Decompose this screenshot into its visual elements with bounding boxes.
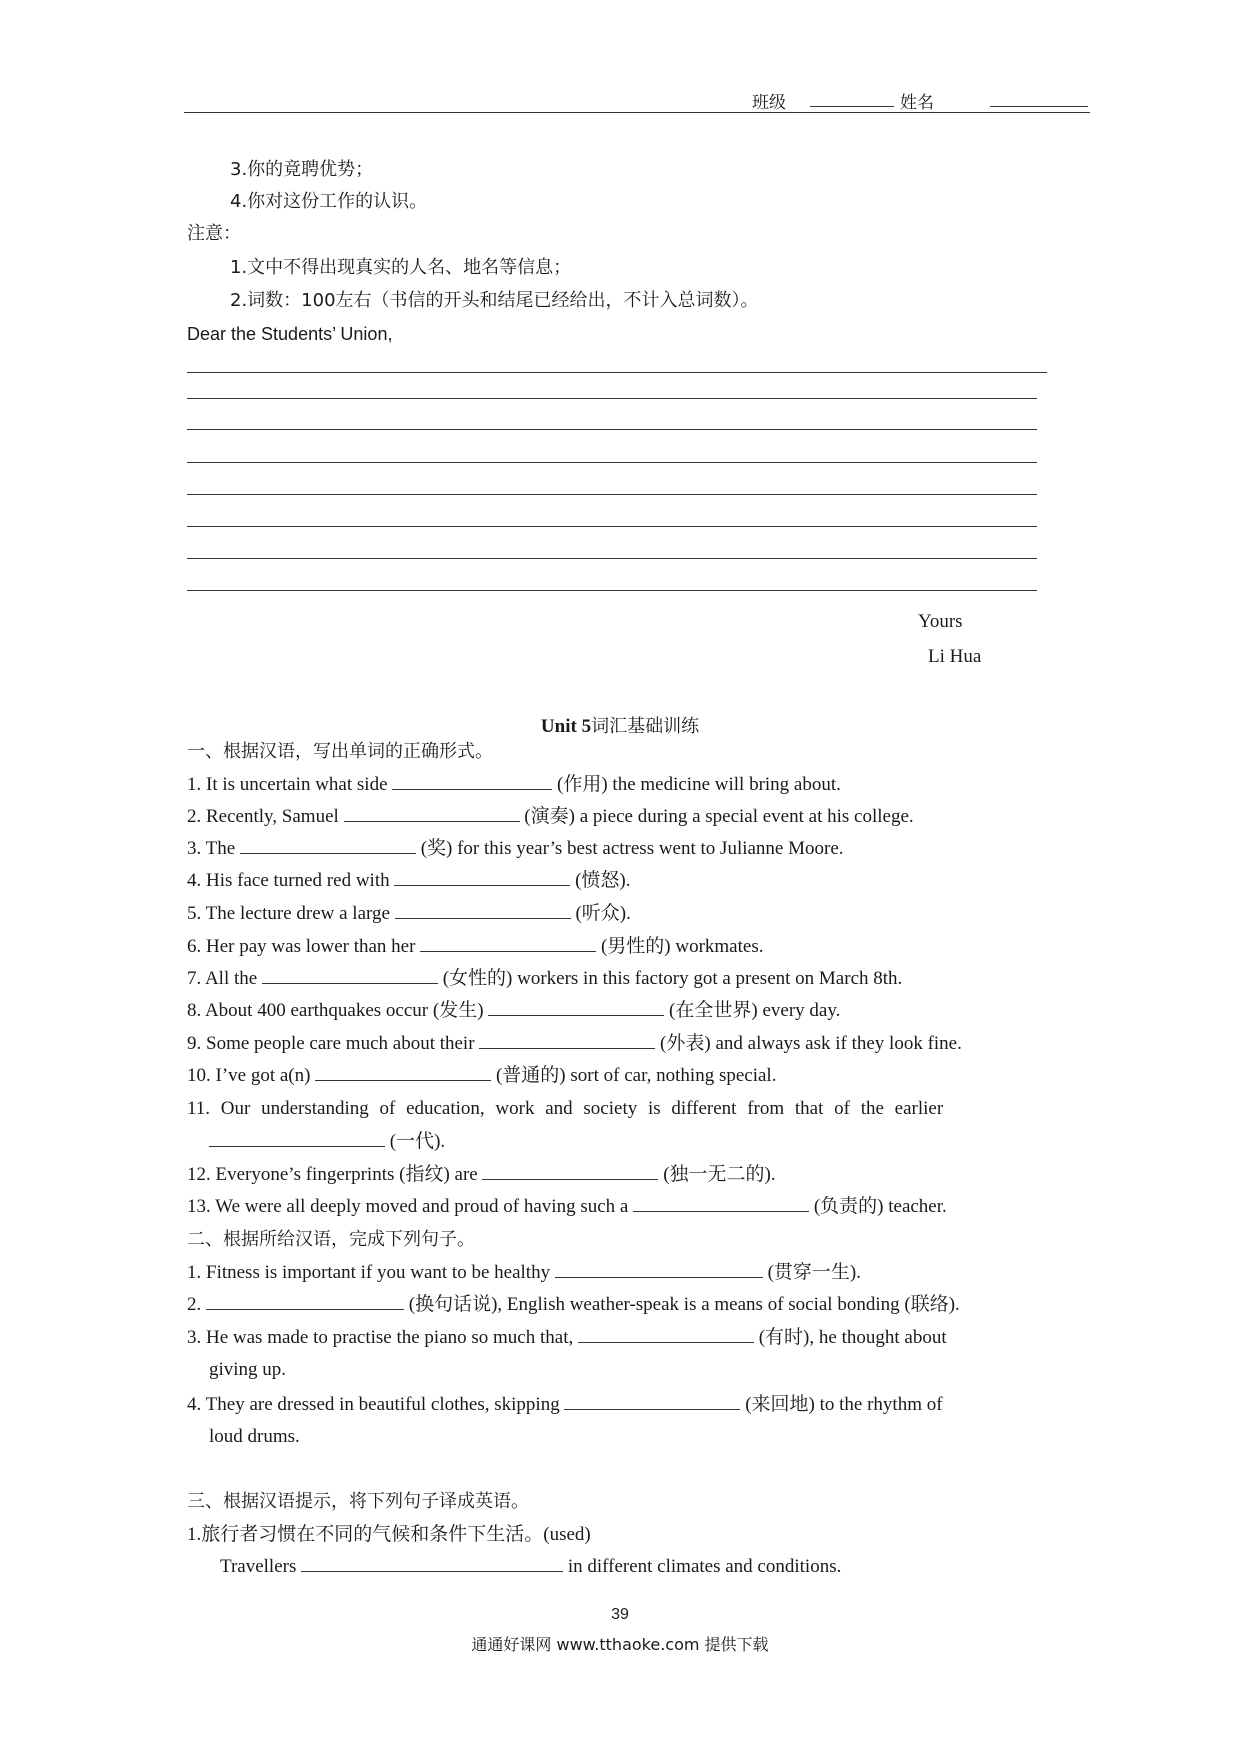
notice-label: 注意： [187, 223, 241, 244]
section2-item-2: 2. (换句话说), English weather-speak is a means of social bonding (联络). [187, 1294, 960, 1315]
letter-closing: Yours [918, 611, 963, 632]
answer-blank[interactable] [482, 1179, 658, 1180]
writing-line [187, 494, 1037, 495]
writing-line [187, 372, 1047, 373]
section1-item-3: 3. The (奖) for this year’s best actress went to Julianne Moore. [187, 838, 844, 859]
section1-heading: 一、根据汉语，写出单词的正确形式。 [187, 741, 493, 762]
section1-item-6: 6. Her pay was lower than her (男性的) workmates. [187, 936, 764, 957]
section2-item-4-cont: loud drums. [209, 1426, 300, 1447]
answer-blank[interactable] [301, 1571, 563, 1572]
section1-item-9: 9. Some people care much about their (外表) and always ask if they look fine. [187, 1033, 962, 1054]
answer-blank[interactable] [262, 983, 438, 984]
name-blank [990, 106, 1088, 107]
letter-salutation: Dear the Students’ Union, [187, 324, 393, 344]
section2-item-3: 3. He was made to practise the piano so much that, (有时), he thought about [187, 1327, 947, 1348]
answer-blank[interactable] [633, 1211, 809, 1212]
note-1: 1.文中不得出现真实的人名、地名等信息； [230, 257, 572, 278]
section1-item-11-cont: (一代). [209, 1130, 445, 1154]
section3-item-1-prompt: 1.旅行者习惯在不同的气候和条件下生活。(used) [187, 1524, 591, 1545]
letter-signature: Li Hua [928, 646, 982, 667]
section1-item-5: 5. The lecture drew a large (听众). [187, 903, 631, 924]
footer-source: 通通好课网 www.tthaoke.com 提供下载 [471, 1635, 769, 1654]
section2-heading: 二、根据所给汉语，完成下列句子。 [187, 1229, 475, 1250]
section1-item-4: 4. His face turned red with (愤怒). [187, 870, 631, 891]
name-label: 姓名 [900, 93, 934, 113]
section1-item-1: 1. It is uncertain what side (作用) the medicine will bring about. [187, 774, 841, 795]
vocab-title-rest: 词汇基础训练 [591, 716, 700, 737]
section1-item-8: 8. About 400 earthquakes occur (发生) (在全世界) every day. [187, 1000, 841, 1021]
page-number: 39 [611, 1606, 629, 1623]
section3-heading: 三、根据汉语提示，将下列句子译成英语。 [187, 1491, 529, 1512]
answer-blank[interactable] [578, 1342, 754, 1343]
answer-blank[interactable] [394, 885, 570, 886]
answer-blank[interactable] [564, 1409, 740, 1410]
section2-item-4: 4. They are dressed in beautiful clothes, skipping (来回地) to the rhythm of [187, 1394, 943, 1415]
answer-blank[interactable] [395, 918, 571, 919]
writing-line [187, 558, 1037, 559]
section1-item-11: 11. Our understanding of education, work and society is different from that of the earlier [187, 1098, 944, 1119]
writing-line [187, 398, 1037, 399]
vocab-title-unit: Unit 5 [540, 716, 592, 737]
section1-item-7: 7. All the (女性的) workers in this factory got a present on March 8th. [187, 968, 903, 989]
writing-line [187, 526, 1037, 527]
answer-blank[interactable] [315, 1080, 491, 1081]
header-rule [184, 112, 1090, 113]
answer-blank[interactable] [344, 821, 520, 822]
answer-blank[interactable] [479, 1048, 655, 1049]
instruction-point-4: 4.你对这份工作的认识。 [230, 191, 428, 212]
section1-item-10: 10. I’ve got a(n) (普通的) sort of car, nothing special. [187, 1065, 777, 1086]
writing-line [187, 429, 1037, 430]
answer-blank[interactable] [240, 853, 416, 854]
answer-blank[interactable] [392, 789, 552, 790]
section1-item-13: 13. We were all deeply moved and proud of having such a (负责的) teacher. [187, 1196, 947, 1217]
class-blank [810, 106, 894, 107]
answer-blank[interactable] [555, 1277, 763, 1278]
section1-item-2: 2. Recently, Samuel (演奏) a piece during a special event at his college. [187, 806, 914, 827]
instruction-point-3: 3.你的竟聘优势； [230, 159, 374, 180]
section3-item-1: Travellers in different climates and conditions. [220, 1556, 842, 1577]
writing-line [187, 462, 1037, 463]
answer-blank[interactable] [206, 1309, 404, 1310]
answer-blank[interactable] [209, 1146, 385, 1147]
vocab-title [0, 712, 1240, 738]
section2-item-3-cont: giving up. [209, 1359, 287, 1380]
section2-item-1: 1. Fitness is important if you want to be healthy (贯穿一生). [187, 1262, 861, 1283]
section1-item-12: 12. Everyone’s fingerprints (指纹) are (独一无二的). [187, 1164, 776, 1185]
class-label: 班级 [752, 93, 786, 113]
writing-line [187, 590, 1037, 591]
note-2: 2.词数：100左右（书信的开头和结尾已经给出，不计入总词数）。 [230, 290, 759, 311]
answer-blank[interactable] [420, 951, 596, 952]
answer-blank[interactable] [488, 1015, 664, 1016]
